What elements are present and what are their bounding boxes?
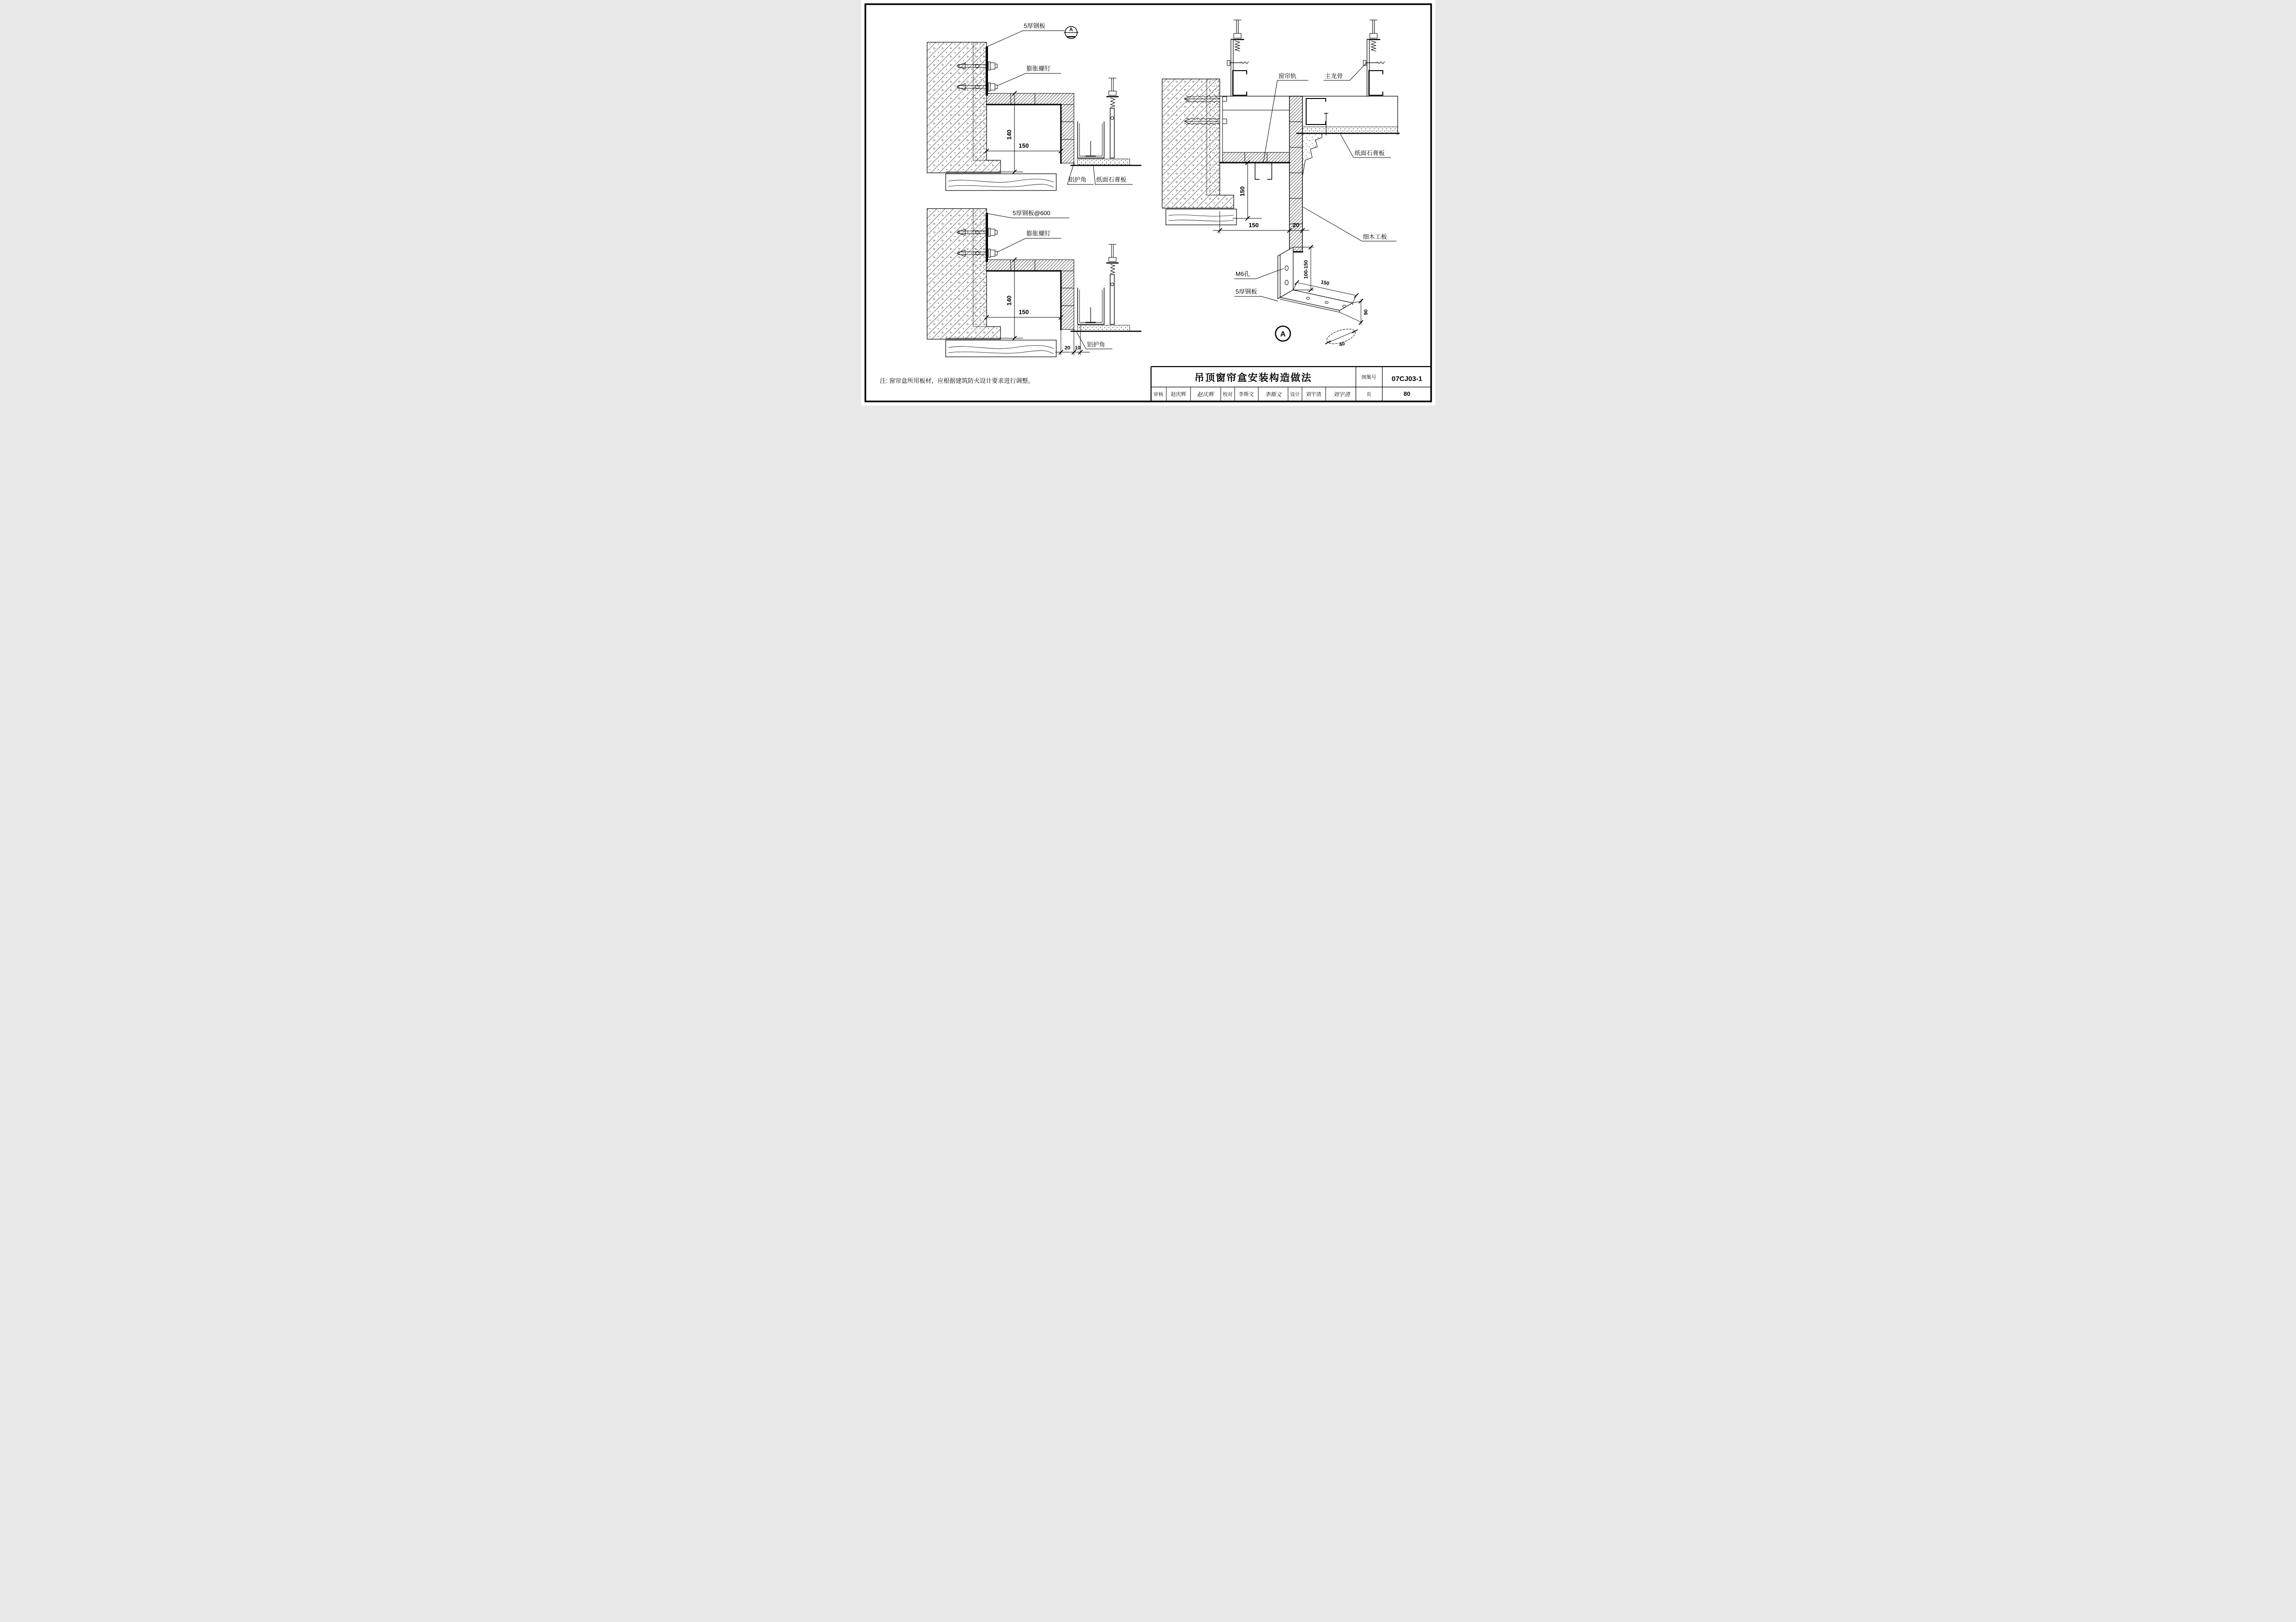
detail-a-bubble [1276, 326, 1290, 341]
review-label: 审核 [1153, 392, 1163, 397]
checker-signature: 李斯文 [1264, 391, 1282, 398]
dim-10: 10 [1074, 345, 1080, 351]
label-blockboard: 细木工板 [1362, 233, 1387, 240]
dim-150: 150 [1320, 279, 1330, 287]
detail-2-section [927, 209, 1141, 357]
detail-a-letter: A [1280, 330, 1286, 338]
label-expansion-bolt: 膨胀螺钉 [1026, 65, 1051, 72]
page-label: 页 [1366, 392, 1371, 397]
label-curtain-track: 窗帘轨 [1278, 72, 1296, 79]
label-gypsum-board: 纸面石膏板 [1096, 176, 1126, 183]
detail-a-isometric [1235, 245, 1369, 348]
dim-20: 20 [1292, 222, 1299, 229]
designer-signature: 刘宇清 [1333, 391, 1350, 398]
dimension-150 [985, 309, 1063, 319]
dim-140: 140 [1005, 130, 1013, 140]
dimension-40 [1325, 326, 1357, 348]
label-steel-plate: 5厚钢板 [1235, 288, 1257, 295]
dim-90: 90 [1363, 309, 1369, 315]
dim-150-h: 150 [1248, 222, 1259, 229]
dim-140: 140 [1005, 296, 1013, 306]
title-block [1151, 367, 1431, 401]
dim-150: 150 [1018, 309, 1029, 315]
curtain-track-profile [1255, 163, 1272, 179]
dimension-150 [985, 142, 1063, 153]
hanger-rod [1107, 244, 1118, 324]
detail-1-section [927, 22, 1141, 190]
checker-name: 李斯文 [1238, 392, 1254, 397]
dim-150: 150 [1018, 142, 1029, 149]
designer-name: 刘宇清 [1306, 392, 1321, 397]
label-alu-corner: 铝护角 [1068, 176, 1086, 183]
drawing-sheet [861, 0, 1435, 406]
dim-40: 40 [1338, 341, 1346, 348]
label-expansion-bolt: 膨胀螺钉 [1026, 230, 1051, 237]
label-main-runner: 主龙骨 [1324, 72, 1343, 79]
detail-ref-letter: A [1069, 27, 1073, 33]
hanger-assembly [1227, 20, 1249, 96]
detail-ref-bubble [1064, 26, 1078, 39]
label-m6-hole: M6孔 [1235, 270, 1250, 277]
main-runner-channel [1306, 99, 1326, 125]
reviewer-name: 赵庆辉 [1171, 392, 1186, 397]
dim-150-v: 150 [1238, 186, 1246, 197]
note-text: 注: 窗帘盒所用板材，应根据建筑防火设计要求进行调整。 [879, 377, 1034, 384]
label-alu-corner: 铝护角 [1086, 341, 1105, 348]
hanger-assembly [1363, 20, 1385, 96]
dim-20: 20 [1064, 345, 1070, 351]
atlas-no: 07CJ03-1 [1391, 375, 1422, 383]
curtain-track-profile [1078, 288, 1104, 324]
page-number: 80 [1403, 390, 1410, 397]
design-label: 设计 [1290, 392, 1300, 397]
detail-3-section [1162, 20, 1399, 252]
cornice-moulding [1302, 133, 1322, 177]
reviewer-signature: 赵庆辉 [1197, 391, 1214, 398]
check-label: 校对 [1223, 392, 1232, 397]
label-gypsum-board: 纸面石膏板 [1354, 150, 1385, 157]
dimension-150-vertical [1233, 161, 1262, 220]
label-steel-plate: 5厚钢板 [1023, 22, 1045, 29]
dim-100-150: 100-150 [1303, 260, 1309, 279]
curtain-track-profile [1078, 122, 1104, 158]
atlas-no-label: 图集号 [1361, 374, 1376, 380]
label-steel-plate-600: 5厚钢板@600 [1012, 210, 1050, 217]
sheet-title: 吊顶窗帘盒安装构造做法 [1194, 373, 1312, 383]
hanger-rod [1107, 78, 1118, 158]
